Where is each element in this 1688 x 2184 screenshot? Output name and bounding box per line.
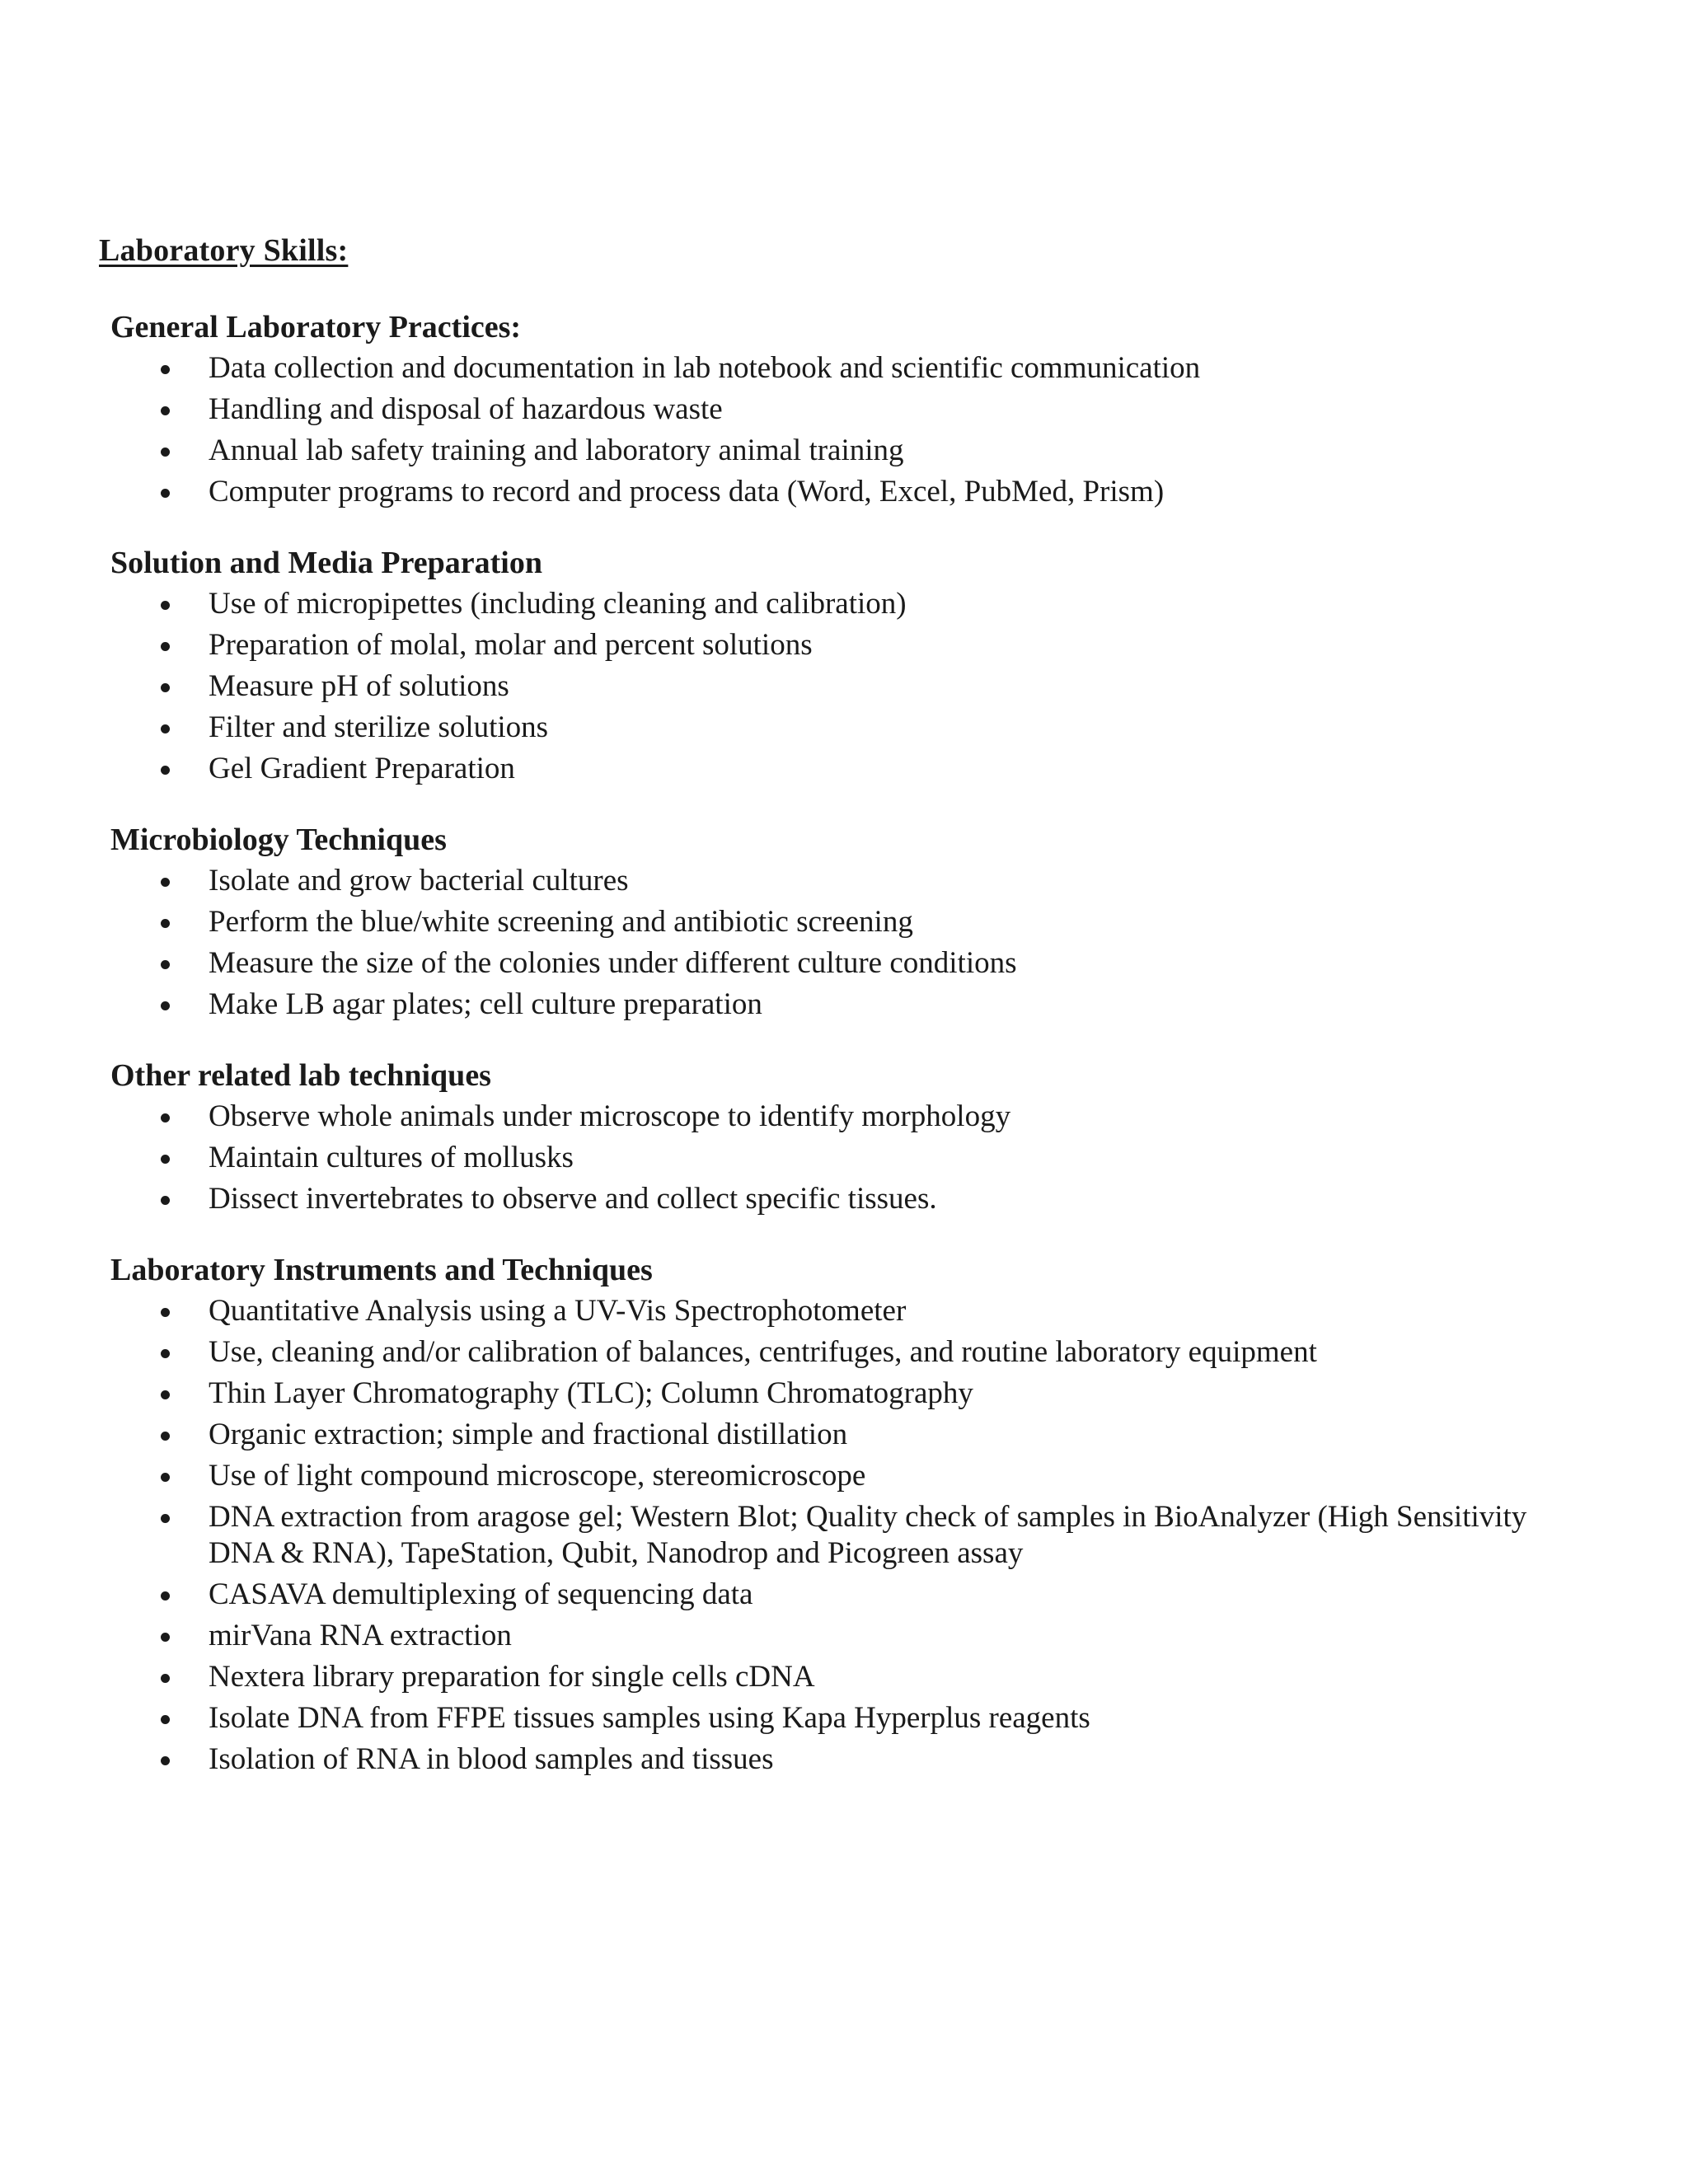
bullet-icon bbox=[161, 766, 170, 775]
bullet-icon bbox=[161, 1591, 170, 1601]
bullet-icon bbox=[161, 601, 170, 610]
list-item bbox=[110, 1574, 1544, 1615]
list-item bbox=[110, 430, 1544, 471]
section-heading: Microbiology Techniques bbox=[110, 823, 447, 857]
bullet-icon bbox=[161, 448, 170, 457]
list-item-text: Isolation of RNA in blood samples and tissues bbox=[209, 1742, 774, 1776]
bullet-icon bbox=[161, 642, 170, 651]
bullet-list bbox=[110, 1096, 1594, 1220]
list-item-text: Nextera library preparation for single cells cDNA bbox=[209, 1660, 815, 1694]
list-item bbox=[110, 748, 1544, 790]
list-item bbox=[110, 902, 1544, 943]
list-item-text: Maintain cultures of mollusks bbox=[209, 1141, 574, 1174]
bullet-icon bbox=[161, 724, 170, 733]
bullet-icon bbox=[161, 919, 170, 928]
list-item bbox=[110, 1373, 1544, 1414]
list-item bbox=[110, 860, 1544, 902]
bullet-icon bbox=[161, 406, 170, 415]
bullet-icon bbox=[161, 683, 170, 692]
bullet-icon bbox=[161, 1196, 170, 1205]
list-item-text: Use, cleaning and/or calibration of balances, centrifuges, and routine laboratory equipment bbox=[209, 1335, 1317, 1369]
section-other-related-lab-techniques bbox=[110, 1055, 1594, 1220]
bullet-list bbox=[110, 860, 1594, 1025]
bullet-icon bbox=[161, 1473, 170, 1482]
list-item bbox=[110, 625, 1544, 666]
list-item-text: Make LB agar plates; cell culture preparation bbox=[209, 987, 762, 1021]
list-item-text: Perform the blue/white screening and antibiotic screening bbox=[209, 905, 913, 939]
list-item bbox=[110, 471, 1544, 513]
list-item-text: Observe whole animals under microscope to identify morphology bbox=[209, 1099, 1011, 1133]
list-item-text: Preparation of molal, molar and percent solutions bbox=[209, 628, 813, 662]
bullet-icon bbox=[161, 1001, 170, 1010]
section-general-laboratory-practices bbox=[110, 307, 1594, 513]
bullet-icon bbox=[161, 1633, 170, 1642]
list-item-text: Annual lab safety training and laboratory animal training bbox=[209, 434, 904, 467]
list-item bbox=[110, 1497, 1544, 1574]
bullet-icon bbox=[161, 489, 170, 498]
bullet-icon bbox=[161, 1390, 170, 1399]
list-item-text: Use of light compound microscope, stereomicroscope bbox=[209, 1459, 866, 1493]
list-item-text: Measure pH of solutions bbox=[209, 669, 509, 703]
bullet-icon bbox=[161, 1514, 170, 1523]
list-item bbox=[110, 1179, 1544, 1220]
list-item bbox=[110, 1698, 1544, 1739]
section-heading: Solution and Media Preparation bbox=[110, 546, 542, 580]
bullet-list bbox=[110, 348, 1594, 513]
list-item bbox=[110, 1291, 1544, 1332]
bullet-icon bbox=[161, 1432, 170, 1441]
section-solution-media-preparation bbox=[110, 542, 1594, 790]
list-item-text: Isolate DNA from FFPE tissues samples using Kapa Hyperplus reagents bbox=[209, 1701, 1090, 1735]
list-item-text: Handling and disposal of hazardous waste bbox=[209, 392, 723, 426]
list-item-text: CASAVA demultiplexing of sequencing data bbox=[209, 1577, 753, 1611]
skills-sections bbox=[110, 307, 1594, 1810]
list-item bbox=[110, 1137, 1544, 1179]
list-item-text: DNA extraction from aragose gel; Western Blot; Quality check of samples in BioAnalyzer (High Sensitivity DNA & RNA), TapeStation, Qubit, Nanodrop and Picogreen assay bbox=[209, 1500, 1527, 1570]
list-item-text: Measure the size of the colonies under different culture conditions bbox=[209, 946, 1017, 980]
section-laboratory-instruments-techniques bbox=[110, 1249, 1594, 1780]
list-item bbox=[110, 389, 1544, 430]
list-item-text: Computer programs to record and process data (Word, Excel, PubMed, Prism) bbox=[209, 475, 1165, 509]
list-item bbox=[110, 1615, 1544, 1657]
list-item-text: Isolate and grow bacterial cultures bbox=[209, 864, 629, 898]
bullet-icon bbox=[161, 960, 170, 969]
section-heading: Other related lab techniques bbox=[110, 1058, 491, 1093]
bullet-icon bbox=[161, 1715, 170, 1724]
bullet-icon bbox=[161, 365, 170, 374]
list-item-text: Filter and sterilize solutions bbox=[209, 710, 549, 744]
list-item bbox=[110, 583, 1544, 625]
list-item-text: Use of micropipettes (including cleaning and calibration) bbox=[209, 587, 907, 621]
list-item bbox=[110, 1414, 1544, 1455]
bullet-icon bbox=[161, 1674, 170, 1683]
list-item bbox=[110, 1332, 1544, 1373]
section-microbiology-techniques bbox=[110, 819, 1594, 1025]
bullet-icon bbox=[161, 1349, 170, 1358]
list-item bbox=[110, 943, 1544, 984]
document-title: Laboratory Skills: bbox=[99, 233, 349, 268]
bullet-icon bbox=[161, 878, 170, 887]
list-item bbox=[110, 1455, 1544, 1497]
list-item bbox=[110, 666, 1544, 707]
list-item bbox=[110, 1739, 1544, 1780]
bullet-icon bbox=[161, 1756, 170, 1765]
list-item bbox=[110, 707, 1544, 748]
section-heading: General Laboratory Practices: bbox=[110, 310, 522, 344]
bullet-list bbox=[110, 1291, 1594, 1780]
bullet-icon bbox=[161, 1155, 170, 1164]
list-item-text: Organic extraction; simple and fractional distillation bbox=[209, 1418, 848, 1451]
list-item-text: Thin Layer Chromatography (TLC); Column Chromatography bbox=[209, 1376, 973, 1410]
section-heading: Laboratory Instruments and Techniques bbox=[110, 1253, 653, 1287]
list-item bbox=[110, 1657, 1544, 1698]
list-item-text: mirVana RNA extraction bbox=[209, 1619, 512, 1652]
list-item-text: Dissect invertebrates to observe and collect specific tissues. bbox=[209, 1182, 937, 1216]
list-item bbox=[110, 348, 1544, 389]
list-item-text: Data collection and documentation in lab notebook and scientific communication bbox=[209, 351, 1201, 385]
bullet-list bbox=[110, 583, 1594, 790]
list-item-text: Quantitative Analysis using a UV-Vis Spectrophotometer bbox=[209, 1294, 907, 1328]
list-item bbox=[110, 984, 1544, 1025]
bullet-icon bbox=[161, 1113, 170, 1122]
list-item-text: Gel Gradient Preparation bbox=[209, 752, 515, 785]
bullet-icon bbox=[161, 1308, 170, 1317]
list-item bbox=[110, 1096, 1544, 1137]
